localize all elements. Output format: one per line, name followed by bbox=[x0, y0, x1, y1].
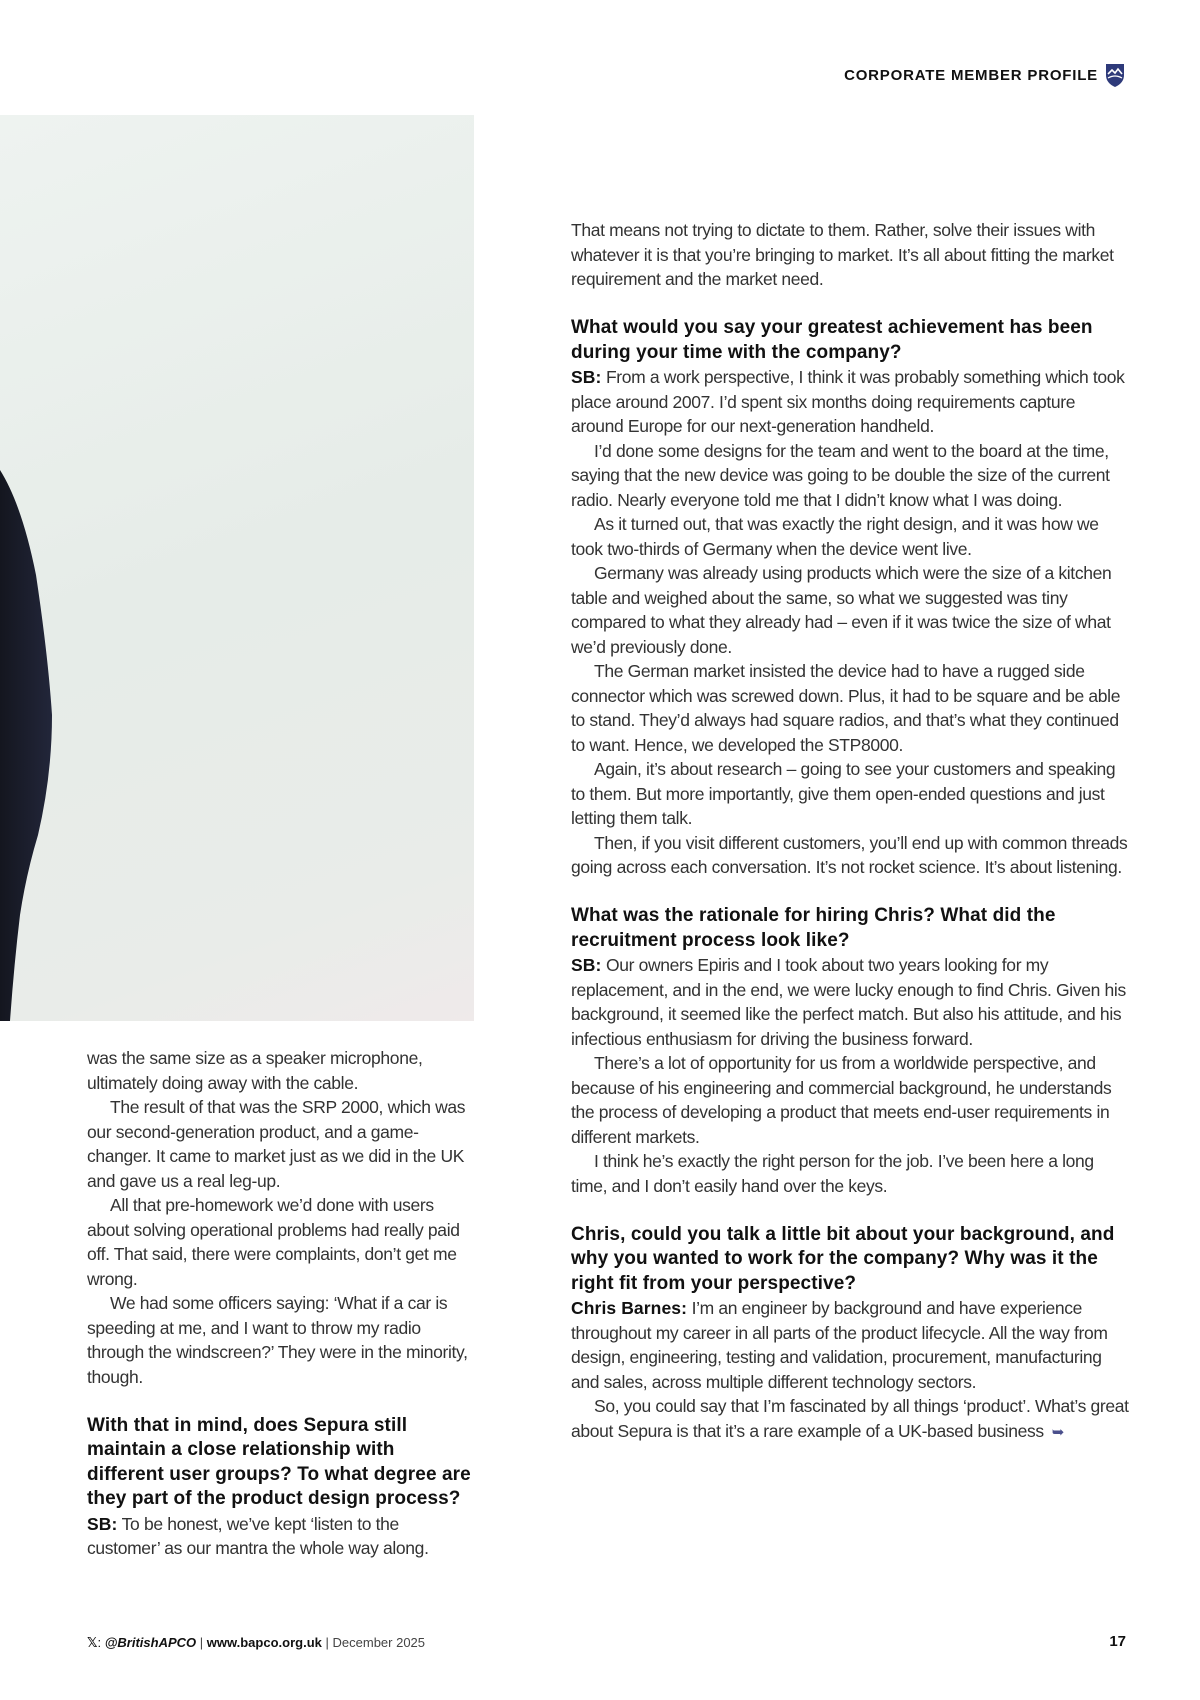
left-column bbox=[87, 1046, 474, 1561]
answer-paragraph bbox=[87, 1512, 474, 1561]
speaker-label: SB: bbox=[571, 955, 602, 975]
speaker-label: SB: bbox=[571, 367, 602, 387]
body-paragraph: There’s a lot of opportunity for us from a worldwide perspective, and because of his engineering and commercial background, he understands the process of developing a product that meets end-user requirements in different markets. bbox=[571, 1053, 1112, 1147]
footer-credits: 𝕏: @BritishAPCO | www.bapco.org.uk | December 2025 bbox=[87, 1635, 426, 1650]
page-number: 17 bbox=[1109, 1633, 1126, 1650]
interview-question: Chris, could you talk a little bit about your background, and why you wanted to work for the company? Why was it the right fit from your perspective? bbox=[571, 1223, 1115, 1294]
right-column bbox=[571, 218, 1131, 1445]
footer-separator: | bbox=[199, 1635, 204, 1650]
body-paragraph: I think he’s exactly the right person for the job. I’ve been here a long time, and I don’t easily hand over the keys. bbox=[571, 1151, 1094, 1196]
person-silhouette bbox=[0, 115, 474, 1021]
body-paragraph: was the same size as a speaker microphone, ultimately doing away with the cable. bbox=[87, 1048, 423, 1093]
body-paragraph: All that pre-homework we’d done with users about solving operational problems had really paid off. That said, there were complaints, don’t get me wrong. bbox=[87, 1195, 460, 1289]
body-paragraph: As it turned out, that was exactly the right design, and it was how we took two-thirds of Germany when the device went live. bbox=[571, 514, 1099, 559]
body-paragraph: Germany was already using products which were the size of a kitchen table and weighed about the same, so what we suggested was tiny compared to what they already had – even if it was twice the size of what we’d previously done. bbox=[571, 563, 1112, 657]
section-header bbox=[844, 60, 1126, 90]
body-paragraph: I’d done some designs for the team and went to the board at the time, saying that the new device was going to be double the size of the current radio. Nearly everyone told me that I didn’t know what I was doing. bbox=[571, 440, 1110, 510]
website-link[interactable]: www.bapco.org.uk bbox=[206, 1635, 322, 1650]
body-paragraph: Again, it’s about research – going to see your customers and speaking to them. But more importantly, give them open-ended questions and just letting them talk. bbox=[571, 759, 1116, 828]
section-label: CORPORATE MEMBER PROFILE bbox=[844, 66, 1098, 84]
footer-separator: | bbox=[325, 1635, 329, 1650]
x-logo-icon: 𝕏 bbox=[87, 1635, 98, 1650]
speaker-label: SB: bbox=[87, 1513, 118, 1534]
body-paragraph: Then, if you visit different customers, you’ll end up with common threads going across each conversation. It’s not rocket science. It’s about listening. bbox=[571, 832, 1128, 877]
interview-question: With that in mind, does Sepura still maintain a close relationship with different user groups? To what degree are they part of the product design process? bbox=[87, 1414, 471, 1509]
answer-paragraph bbox=[571, 365, 1131, 439]
body-paragraph: The result of that was the SRP 2000, which was our second-generation product, and a game-changer. It came to market just as we did in the UK and gave us a real leg-up. bbox=[87, 1097, 466, 1191]
speaker-label: Chris Barnes: bbox=[571, 1298, 688, 1318]
answer-paragraph bbox=[571, 953, 1131, 1051]
bapco-shield-icon bbox=[1104, 62, 1126, 88]
continue-arrow-icon: ➥ bbox=[1051, 1423, 1064, 1441]
answer-text: From a work perspective, I think it was probably something which took place around 2007. I’d spent six months doing requirements capture around Europe for our next-generation handheld. bbox=[571, 367, 1125, 436]
body-paragraph: The German market insisted the device had to have a rugged side connector which was screwed down. Plus, it had to be square and be able to stand. They’d always had square radios, and that’s what they continued to want. Hence, we developed the STP8000. bbox=[571, 661, 1121, 755]
body-paragraph: We had some officers saying: ‘What if a car is speeding at me, and I want to throw my radio through the windscreen?’ They were in the minority, though. bbox=[87, 1293, 468, 1387]
issue-date: December 2025 bbox=[332, 1635, 426, 1650]
interview-question: What was the rationale for hiring Chris? What did the recruitment process look like? bbox=[571, 905, 1056, 951]
body-paragraph: That means not trying to dictate to them. Rather, solve their issues with whatever it is that you’re bringing to market. It’s all about fitting the market requirement and the market need. bbox=[571, 220, 1114, 289]
answer-paragraph bbox=[571, 1296, 1131, 1394]
answer-text: I’m an engineer by background and have experience throughout my career in all parts of the product lifecycle. All the way from design, engineering, testing and validation, procurement, manufacturing and sales, across multiple different technology sectors. bbox=[571, 1298, 1108, 1392]
page-footer bbox=[87, 1633, 1126, 1700]
profile-photo bbox=[0, 115, 474, 1021]
continued-text: So, you could say that I’m fascinated by all things ‘product’. What’s great about Sepura is that it’s a rare example of a UK-based business bbox=[571, 1396, 1129, 1441]
interview-question: What would you say your greatest achievement has been during your time with the company? bbox=[571, 317, 1093, 363]
social-handle: @BritishAPCO bbox=[104, 1635, 197, 1650]
body-paragraph bbox=[571, 1394, 1131, 1445]
answer-text: To be honest, we’ve kept ‘listen to the customer’ as our mantra the whole way along. bbox=[87, 1513, 429, 1558]
answer-text: Our owners Epiris and I took about two years looking for my replacement, and in the end, we were lucky enough to find Chris. Given his background, it seemed like the perfect match. But also his attitude, and his infectious enthusiasm for driving the business forward. bbox=[571, 955, 1126, 1049]
